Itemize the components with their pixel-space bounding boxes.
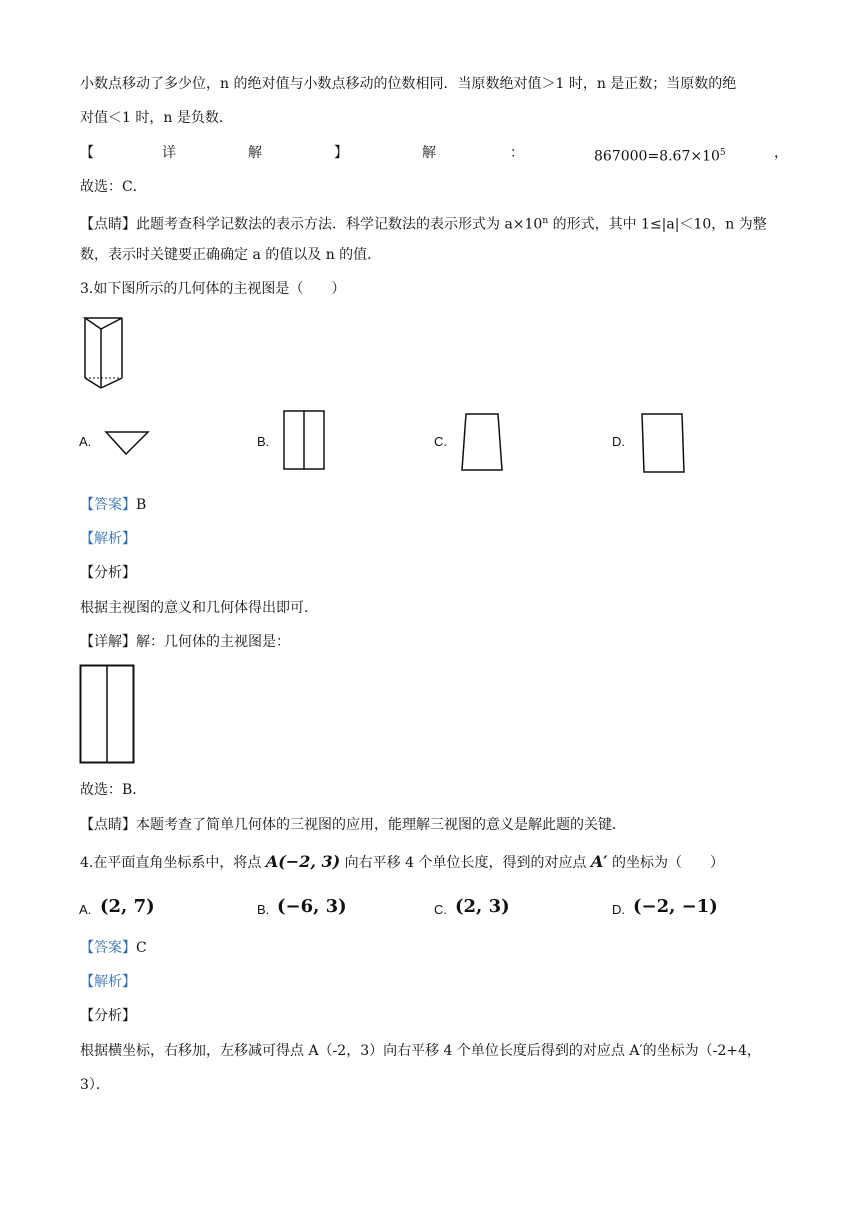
q4-option-b-value: (−6, 3) <box>277 896 347 917</box>
option-b-rect-split <box>283 410 327 472</box>
detail-colon: ： <box>510 145 524 161</box>
option-a-label: A. <box>79 434 92 449</box>
option-a-triangle <box>104 430 150 456</box>
q4-option-d-value: (−2, −1) <box>633 896 718 917</box>
q4-answer: 【答案】C <box>80 940 147 956</box>
detail-equation: $867000=8.67\times 10^5$ <box>594 148 726 165</box>
q3-fenxi-text: 根据主视图的意义和几何体得出即可． <box>80 600 318 616</box>
option-d-label: D. <box>612 434 625 449</box>
text-line-1: 小数点移动了多少位，n 的绝对值与小数点移动的位数相同．当原数绝对值＞1 时，n 是正数；当原数的绝 <box>80 76 737 92</box>
q4-option-b-label: B. <box>257 902 270 917</box>
q3-choose-b: 故选：B． <box>80 782 147 798</box>
triangular-prism-figure <box>80 312 140 392</box>
option-c-trapezoid <box>460 412 506 474</box>
q3-fenxi-label: 【分析】 <box>80 565 136 581</box>
q4-fenxi-text-2: 3）． <box>80 1077 110 1093</box>
q3-answer: 【答案】B <box>80 497 147 513</box>
text-line-choose-c: 故选：C． <box>80 179 147 195</box>
q4-fenxi-text-1: 根据横坐标，右移加，左移减可得点 A（-2，3）向右平移 4 个单位长度后得到的对应点 A′的坐标为（-2+4， <box>80 1043 761 1059</box>
q4-option-a-value: (2, 7) <box>100 896 155 917</box>
text-line-comment-1: 【点睛】此题考查科学记数法的表示方法．科学记数法的表示形式为 $a\times 10^n$ 的形式，其中 1≤|a|＜10，n 为整 <box>80 216 767 233</box>
detail-bracket-close: 】 <box>334 145 348 161</box>
text-line-comment-2: 数，表示时关键要正确确定 a 的值以及 n 的值． <box>80 247 382 263</box>
q4-option-c-label: C. <box>434 902 447 917</box>
q3-detail-text: 【详解】解：几何体的主视图是： <box>80 634 290 650</box>
question-3-title: 3.如下图所示的几何体的主视图是（ ） <box>80 281 346 297</box>
detail-solve: 解 <box>422 145 436 161</box>
option-b-label: B. <box>257 434 270 449</box>
q4-option-c-value: (2, 3) <box>455 896 510 917</box>
text-line-2: 对值＜1 时，n 是负数． <box>80 110 233 126</box>
question-4-title: 4.在平面直角坐标系中，将点 A(−2, 3) 向右平移 4 个单位长度，得到的对应点 A′ 的坐标为（ ） <box>80 852 724 871</box>
option-d-rect <box>640 412 688 476</box>
q4-option-d-label: D. <box>612 902 625 917</box>
q3-analysis-label: 【解析】 <box>80 531 136 547</box>
detail-comma: ， <box>774 145 788 161</box>
q4-option-a-label: A. <box>79 902 92 917</box>
detail-bracket-open: 【 <box>80 145 94 161</box>
option-c-label: C. <box>434 434 447 449</box>
detail-char-2: 解 <box>248 145 262 161</box>
q3-front-view-figure <box>79 664 137 766</box>
q4-analysis-label: 【解析】 <box>80 974 136 990</box>
q4-fenxi-label: 【分析】 <box>80 1008 136 1024</box>
q3-comment: 【点睛】本题考查了简单几何体的三视图的应用，能理解三视图的意义是解此题的关键． <box>80 817 626 833</box>
detail-char-1: 详 <box>162 145 176 161</box>
